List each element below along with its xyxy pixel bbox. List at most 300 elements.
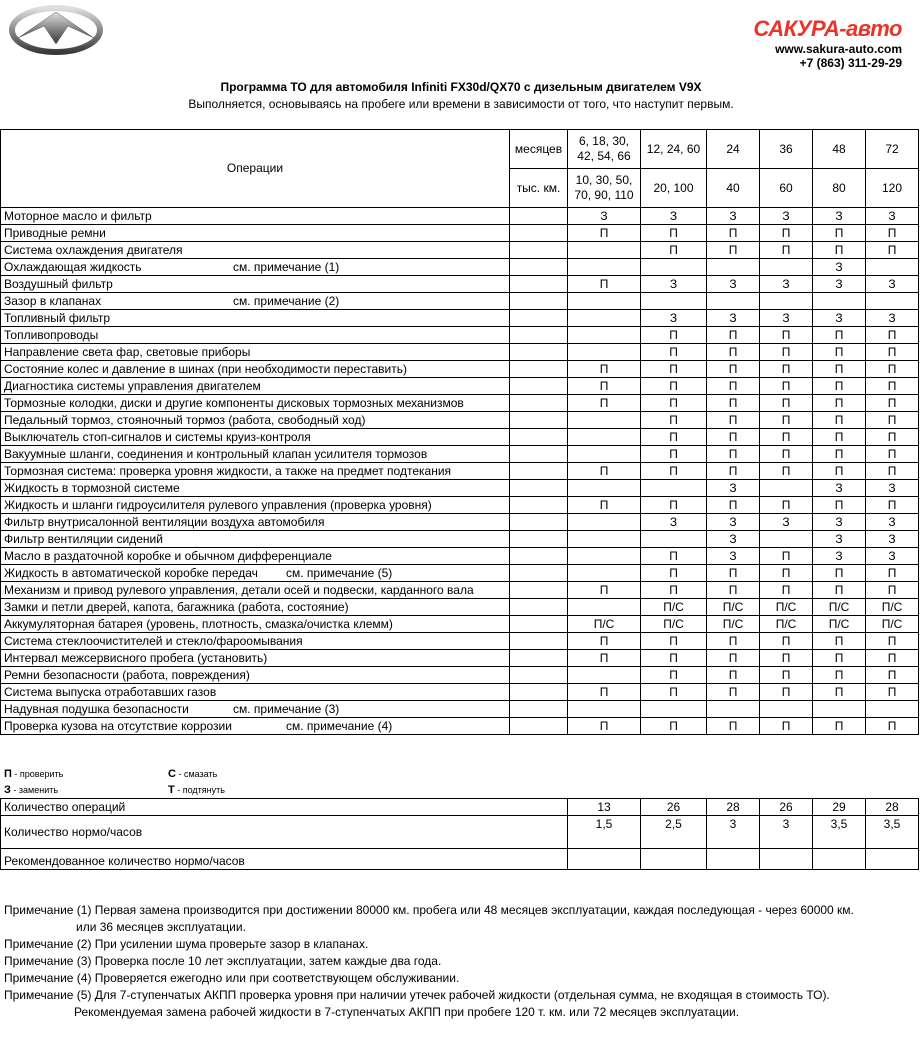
table-row [1, 701, 919, 718]
km-label: тыс. км. [510, 169, 568, 208]
table-row [1, 429, 919, 446]
summary-table [0, 798, 919, 870]
schedule-cell: П [760, 361, 813, 378]
schedule-cell: П [813, 684, 866, 701]
operation-name [1, 429, 510, 446]
spacer-cell [510, 548, 568, 565]
schedule-cell: П [641, 548, 707, 565]
table-row [1, 684, 919, 701]
schedule-cell: З [813, 548, 866, 565]
operation-note: см. примечание (3) [233, 702, 340, 716]
operation-label: Жидкость и шланги гидроусилителя рулевого управления (проверка уровня) [4, 498, 432, 512]
schedule-cell: П [707, 463, 760, 480]
schedule-cell [568, 429, 641, 446]
table-row [1, 293, 919, 310]
operation-label: Жидкость в тормозной системе [4, 481, 180, 495]
table-row [1, 667, 919, 684]
summary-cell: 29 [813, 799, 866, 816]
spacer-cell [510, 446, 568, 463]
schedule-cell: П [641, 395, 707, 412]
schedule-cell [641, 293, 707, 310]
schedule-cell [760, 480, 813, 497]
schedule-cell: З [813, 514, 866, 531]
schedule-cell: П [568, 718, 641, 735]
infiniti-logo-icon [8, 4, 104, 56]
schedule-cell: П [760, 548, 813, 565]
schedule-cell [707, 701, 760, 718]
km-cell: 10, 30, 50, 70, 90, 110 [568, 169, 641, 208]
operation-label: Направление света фар, световые приборы [4, 345, 251, 359]
schedule-cell: П [866, 242, 919, 259]
spacer-cell [510, 701, 568, 718]
schedule-cell: П [641, 327, 707, 344]
operation-label: Интервал межсервисного пробега (установить) [4, 651, 268, 665]
months-cell: 24 [707, 130, 760, 169]
schedule-cell: З [707, 276, 760, 293]
schedule-cell: П [760, 565, 813, 582]
schedule-cell: З [707, 310, 760, 327]
summary-cell: 2,5 [641, 816, 707, 849]
summary-row [1, 799, 919, 816]
operation-label: Состояние колес и давление в шинах (при необходимости переставить) [4, 362, 407, 376]
schedule-cell: П/С [641, 616, 707, 633]
schedule-cell: П [641, 565, 707, 582]
operation-label: Система стеклоочистителей и стекло/фароомывания [4, 634, 303, 648]
schedule-cell: З [866, 310, 919, 327]
schedule-cell: З [707, 548, 760, 565]
schedule-cell: П [813, 667, 866, 684]
operation-name [1, 633, 510, 650]
schedule-cell: П [813, 429, 866, 446]
schedule-cell: П/С [641, 599, 707, 616]
schedule-cell [760, 701, 813, 718]
schedule-cell [641, 701, 707, 718]
table-row [1, 480, 919, 497]
km-cell: 40 [707, 169, 760, 208]
schedule-cell: П [866, 344, 919, 361]
spacer-cell [510, 684, 568, 701]
schedule-cell [568, 667, 641, 684]
schedule-cell: П [707, 684, 760, 701]
page-title: Программа ТО для автомобиля Infiniti FX30d/QX70 с дизельным двигателем V9X [220, 80, 702, 94]
schedule-cell: П [760, 633, 813, 650]
summary-row [1, 849, 919, 870]
operation-name [1, 514, 510, 531]
schedule-cell: П [866, 650, 919, 667]
schedule-cell: З [813, 208, 866, 225]
schedule-cell: З [813, 531, 866, 548]
table-row [1, 718, 919, 735]
schedule-cell: П [813, 395, 866, 412]
schedule-cell: П [707, 497, 760, 514]
schedule-cell [866, 293, 919, 310]
operation-note: см. примечание (2) [233, 294, 340, 308]
schedule-cell: П [641, 378, 707, 395]
brand-block [753, 16, 902, 70]
schedule-cell: З [568, 208, 641, 225]
table-row [1, 616, 919, 633]
spacer-cell [510, 650, 568, 667]
summary-label: Количество операций [1, 799, 568, 816]
schedule-cell: П [568, 582, 641, 599]
schedule-cell: П [707, 327, 760, 344]
operation-label: Топливный фильтр [4, 311, 110, 325]
schedule-cell: П [641, 684, 707, 701]
spacer-cell [510, 361, 568, 378]
table-row [1, 225, 919, 242]
operation-name [1, 344, 510, 361]
schedule-cell: П [866, 225, 919, 242]
schedule-cell: П [866, 463, 919, 480]
schedule-cell: П [760, 684, 813, 701]
spacer-cell [510, 514, 568, 531]
schedule-cell: П [568, 361, 641, 378]
legend-letter: Т [168, 784, 175, 796]
schedule-cell: П [813, 327, 866, 344]
brand-phone: +7 (863) 311-29-29 [799, 56, 902, 70]
table-row [1, 497, 919, 514]
schedule-cell: П [641, 242, 707, 259]
spacer-cell [510, 293, 568, 310]
summary-cell [707, 849, 760, 870]
operation-name [1, 208, 510, 225]
operation-label: Фильтр вентиляции сидений [4, 532, 163, 546]
table-row [1, 650, 919, 667]
schedule-cell [707, 259, 760, 276]
spacer-cell [510, 582, 568, 599]
operation-label: Вакуумные шланги, соединения и контрольный клапан усилителя тормозов [4, 447, 428, 461]
summary-cell: 3 [760, 816, 813, 849]
schedule-cell: П [866, 378, 919, 395]
table-row [1, 327, 919, 344]
schedule-cell: П [760, 582, 813, 599]
note-5: Примечание (5) Для 7-ступенчатых АКПП проверка уровня при наличии утечек рабочей жидкости (отдельная сумма, не входящая в стоимость ТО). [4, 988, 830, 1002]
schedule-cell: П [707, 582, 760, 599]
schedule-cell: П [813, 412, 866, 429]
schedule-cell [568, 599, 641, 616]
schedule-cell: П [707, 344, 760, 361]
schedule-cell: П [760, 242, 813, 259]
table-row [1, 242, 919, 259]
summary-cell [641, 849, 707, 870]
operation-name [1, 327, 510, 344]
schedule-cell: П [813, 344, 866, 361]
schedule-cell: П [866, 395, 919, 412]
schedule-cell: П [813, 361, 866, 378]
schedule-cell: З [866, 514, 919, 531]
table-row [1, 565, 919, 582]
summary-label: Рекомендованное количество нормо/часов [1, 849, 568, 870]
schedule-cell: П [813, 650, 866, 667]
table-row [1, 412, 919, 429]
legend-letter: З [4, 784, 11, 796]
months-cell: 12, 24, 60 [641, 130, 707, 169]
table-row [1, 633, 919, 650]
operation-label: Проверка кузова на отсутствие коррозии [4, 719, 232, 733]
operation-name [1, 412, 510, 429]
summary-cell: 26 [641, 799, 707, 816]
table-row [1, 344, 919, 361]
schedule-cell: П [707, 633, 760, 650]
schedule-cell: П/С [866, 599, 919, 616]
spacer-cell [510, 344, 568, 361]
schedule-cell: П [760, 225, 813, 242]
schedule-cell: П [866, 361, 919, 378]
operation-name [1, 565, 510, 582]
schedule-cell: П/С [866, 616, 919, 633]
operation-name [1, 548, 510, 565]
table-row [1, 599, 919, 616]
schedule-cell: П [641, 667, 707, 684]
legend-letter: С [168, 768, 176, 780]
table-row [1, 378, 919, 395]
operation-label: Система охлаждения двигателя [4, 243, 183, 257]
schedule-cell: П [568, 684, 641, 701]
spacer-cell [510, 599, 568, 616]
schedule-cell: П [568, 650, 641, 667]
schedule-cell: П [813, 378, 866, 395]
table-row [1, 259, 919, 276]
schedule-cell [866, 701, 919, 718]
table-row [1, 276, 919, 293]
operation-label: Ремни безопасности (работа, повреждения) [4, 668, 250, 682]
spacer-cell [510, 429, 568, 446]
schedule-cell: П [707, 718, 760, 735]
legend-text: - заменить [13, 785, 59, 795]
schedule-cell: З [813, 259, 866, 276]
operation-label: Охлаждающая жидкость [4, 260, 142, 274]
table-row [1, 446, 919, 463]
table-row [1, 361, 919, 378]
operation-label: Зазор в клапанах [4, 294, 102, 308]
schedule-cell: П [707, 412, 760, 429]
operation-label: Тормозные колодки, диски и другие компоненты дисковых тормозных механизмов [4, 396, 464, 410]
spacer-cell [510, 565, 568, 582]
brand-website[interactable]: www.sakura-auto.com [775, 42, 902, 56]
schedule-cell: З [866, 276, 919, 293]
spacer-cell [510, 242, 568, 259]
schedule-cell: П/С [568, 616, 641, 633]
schedule-cell: П [866, 667, 919, 684]
operation-name [1, 718, 510, 735]
schedule-cell [568, 412, 641, 429]
table-row [1, 463, 919, 480]
schedule-cell [641, 531, 707, 548]
schedule-cell: П [641, 344, 707, 361]
operation-name [1, 701, 510, 718]
schedule-cell [760, 531, 813, 548]
schedule-cell: З [866, 548, 919, 565]
operation-name [1, 599, 510, 616]
operation-name [1, 293, 510, 310]
schedule-cell [568, 344, 641, 361]
spacer-cell [510, 310, 568, 327]
legend-replace [4, 784, 58, 796]
schedule-cell: П [813, 718, 866, 735]
schedule-cell: З [707, 208, 760, 225]
schedule-cell: П [760, 650, 813, 667]
operation-name [1, 684, 510, 701]
legend-check [4, 768, 63, 780]
schedule-cell: З [760, 310, 813, 327]
operation-note: см. примечание (1) [233, 260, 340, 274]
operation-name [1, 310, 510, 327]
note-1-cont: или 36 месяцев эксплуатации. [76, 920, 246, 934]
schedule-cell [568, 701, 641, 718]
operation-label: Воздушный фильтр [4, 277, 113, 291]
table-row [1, 582, 919, 599]
schedule-cell: П/С [707, 599, 760, 616]
table-row [1, 310, 919, 327]
brand-name: САКУРА-авто [753, 16, 902, 41]
schedule-cell: П [707, 378, 760, 395]
schedule-cell: П [813, 633, 866, 650]
schedule-cell: П/С [707, 616, 760, 633]
table-row [1, 531, 919, 548]
schedule-cell: З [813, 480, 866, 497]
note-3: Примечание (3) Проверка после 10 лет эксплуатации, затем каждые два года. [4, 954, 442, 968]
summary-cell: 3,5 [813, 816, 866, 849]
operation-label: Фильтр внутрисалонной вентиляции воздуха автомобиля [4, 515, 325, 529]
summary-cell: 13 [568, 799, 641, 816]
spacer-cell [510, 616, 568, 633]
schedule-cell: П [866, 446, 919, 463]
months-cell: 72 [866, 130, 919, 169]
spacer-cell [510, 327, 568, 344]
km-cell: 80 [813, 169, 866, 208]
schedule-cell: П [813, 242, 866, 259]
operation-label: Надувная подушка безопасности [4, 702, 189, 716]
spacer-cell [510, 497, 568, 514]
operation-name [1, 378, 510, 395]
schedule-cell: П [641, 650, 707, 667]
schedule-cell [641, 480, 707, 497]
schedule-cell: З [866, 480, 919, 497]
operation-note: см. примечание (4) [286, 719, 393, 733]
schedule-cell: П [707, 242, 760, 259]
operation-name [1, 225, 510, 242]
schedule-cell [813, 701, 866, 718]
schedule-cell: П [866, 497, 919, 514]
summary-cell [760, 849, 813, 870]
table-row [1, 395, 919, 412]
operation-label: Диагностика системы управления двигателем [4, 379, 261, 393]
legend-text: - смазать [178, 769, 218, 779]
schedule-cell: П [568, 378, 641, 395]
maintenance-table [0, 129, 919, 735]
operation-label: Механизм и привод рулевого управления, детали осей и подвески, карданного вала [4, 583, 474, 597]
schedule-cell [707, 293, 760, 310]
operation-label: Система выпуска отработавших газов [4, 685, 217, 699]
schedule-cell: П [641, 412, 707, 429]
schedule-cell: П [760, 412, 813, 429]
legend-lubricate [168, 768, 217, 780]
operation-name [1, 242, 510, 259]
km-cell: 20, 100 [641, 169, 707, 208]
operation-name [1, 531, 510, 548]
note-1: Примечание (1) Первая замена производится при достижении 80000 км. пробега или 48 месяцев эксплуатации, каждая последующая - через 60000 км. [4, 903, 854, 917]
schedule-cell [568, 293, 641, 310]
schedule-cell [813, 293, 866, 310]
schedule-cell: П [813, 446, 866, 463]
schedule-cell [641, 259, 707, 276]
schedule-cell: П [866, 633, 919, 650]
schedule-cell: П [866, 429, 919, 446]
schedule-cell: З [641, 514, 707, 531]
schedule-cell: П [707, 361, 760, 378]
schedule-cell [568, 480, 641, 497]
summary-cell [568, 849, 641, 870]
operation-name [1, 446, 510, 463]
summary-label: Количество нормо/часов [1, 816, 568, 849]
operation-name [1, 480, 510, 497]
schedule-cell [568, 446, 641, 463]
legend-tighten [168, 784, 225, 796]
schedule-cell: П [760, 718, 813, 735]
months-cell: 36 [760, 130, 813, 169]
schedule-cell: П [568, 276, 641, 293]
schedule-cell: П/С [760, 616, 813, 633]
page-subtitle: Выполняется, основываясь на пробеге или времени в зависимости от того, что наступит первым. [188, 97, 734, 111]
legend-text: - подтянуть [177, 785, 225, 795]
summary-cell: 1,5 [568, 816, 641, 849]
schedule-cell: П [641, 582, 707, 599]
schedule-cell: П [866, 582, 919, 599]
operation-name [1, 463, 510, 480]
schedule-cell: П [813, 565, 866, 582]
operation-name [1, 361, 510, 378]
schedule-cell: П [641, 225, 707, 242]
schedule-cell [568, 548, 641, 565]
summary-cell [813, 849, 866, 870]
spacer-cell [510, 718, 568, 735]
note-2: Примечание (2) При усилении шума проверьте зазор в клапанах. [4, 937, 369, 951]
schedule-cell: П [568, 395, 641, 412]
schedule-cell: П [707, 395, 760, 412]
operation-label: Педальный тормоз, стояночный тормоз (работа, свободный ход) [4, 413, 366, 427]
schedule-cell: З [707, 531, 760, 548]
schedule-cell [568, 327, 641, 344]
schedule-cell: П [707, 225, 760, 242]
schedule-cell: П [568, 497, 641, 514]
schedule-cell: З [641, 310, 707, 327]
schedule-cell: З [813, 310, 866, 327]
operation-note: см. примечание (5) [286, 566, 393, 580]
table-row [1, 208, 919, 225]
schedule-cell: З [760, 276, 813, 293]
operation-label: Топливопроводы [4, 328, 99, 342]
schedule-cell [568, 242, 641, 259]
operation-label: Масло в раздаточной коробке и обычном дифференциале [4, 549, 332, 563]
note-4: Примечание (4) Проверяется ежегодно или при соответствующем обслуживании. [4, 971, 460, 985]
spacer-cell [510, 225, 568, 242]
legend-text: - проверить [14, 769, 64, 779]
table-row [1, 548, 919, 565]
schedule-cell: П [707, 667, 760, 684]
schedule-cell: П [813, 497, 866, 514]
operation-name [1, 650, 510, 667]
schedule-cell: П [866, 412, 919, 429]
operation-label: Аккумуляторная батарея (уровень, плотность, смазка/очистка клемм) [4, 617, 393, 631]
spacer-cell [510, 276, 568, 293]
schedule-cell: З [760, 208, 813, 225]
schedule-cell: П [813, 463, 866, 480]
schedule-cell: П [866, 327, 919, 344]
schedule-cell: П [813, 225, 866, 242]
schedule-cell: П [641, 446, 707, 463]
operation-label: Замки и петли дверей, капота, багажника (работа, состояние) [4, 600, 349, 614]
summary-cell: 28 [866, 799, 919, 816]
